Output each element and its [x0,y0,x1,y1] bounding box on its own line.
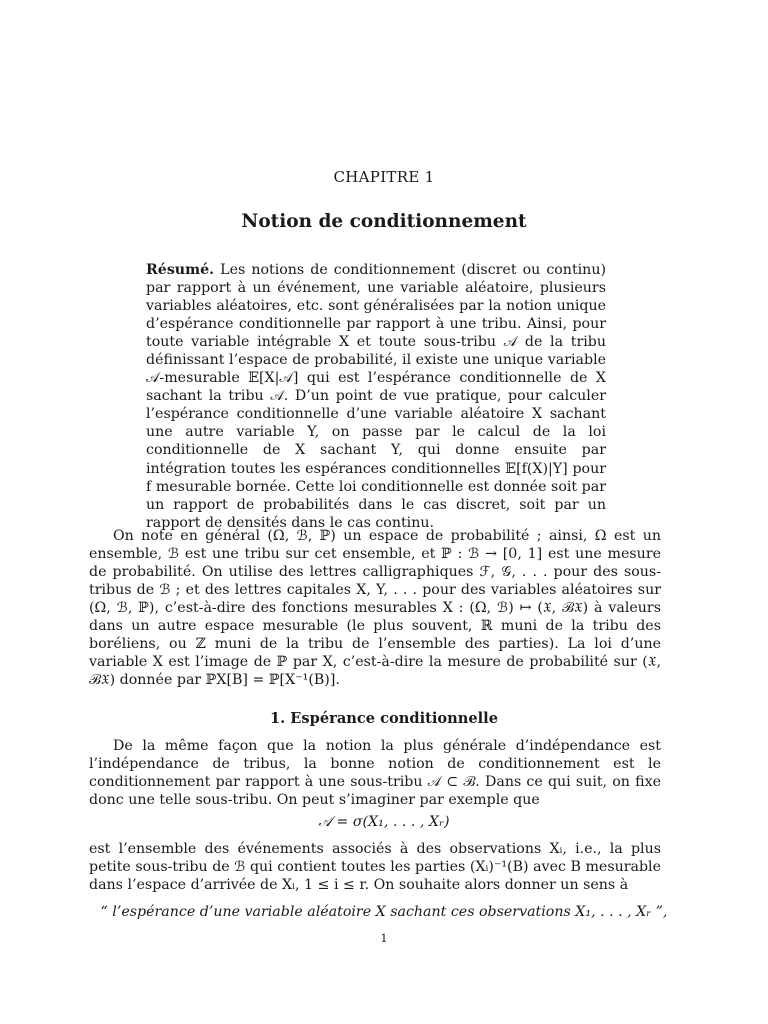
display-equation: 𝒜 = σ(X₁, . . . , Xᵣ) [318,814,450,830]
abstract-text: Les notions de conditionnement (discret ou continu) par rapport à un événement, une variable aléatoire, plusieurs variables aléatoires, etc. sont généralisées par la notion unique d’espérance conditionnelle par rapport à une tribu. Ainsi, pour toute variable intégrable X et toute sous-tribu 𝒜 de la tribu définissant l’espace de probabilité, il existe une unique variable 𝒜-mesurable 𝔼[X|𝒜] qui est l’espérance conditionnelle de X sachant la tribu 𝒜. D’un point de vue pratique, pour calculer l’espérance conditionnelle d’une variable aléatoire X sachant une autre variable Y, on passe par le calcul de la loi conditionnelle de X sachant Y, qui donne ensuite par intégration toutes les espérances conditionnelles 𝔼[f(X)|Y] pour f mesurable bornée. Cette loi conditionnelle est donnée soit par un rapport de probabilités dans le cas discret, soit par un rapport de densités dans le cas continu. [146,262,606,531]
chapter-title: Notion de conditionnement [241,211,527,232]
section-paragraph: De la même façon que la notion la plus générale d’indépendance est l’indépendance de tribus, la bonne notion de conditionnement est le conditionnement par rapport à une sous-tribu 𝒜 ⊂ ℬ. Dans ce qui suit, on fixe donc une telle sous-tribu. On peut s’imaginer par exemple que [89,738,661,809]
page-number: 1 [380,932,388,945]
intro-paragraph: On note en général (Ω, ℬ, ℙ) un espace de probabilité ; ainsi, Ω est un ensemble, ℬ est une tribu sur cet ensemble, et ℙ : ℬ → [0, 1] est une mesure de probabilité. On utilise des lettres calligraphiques ℱ, 𝒢, . . . pour des sous-tribus de ℬ ; et des lettres capitales X, Y, . . . pour des variables aléatoires sur (Ω, ℬ, ℙ), c’est-à-dire des fonctions mesurables X : (Ω, ℬ) ↦ (𝔛, ℬ𝔛) à valeurs dans un autre espace mesurable (le plus souvent, ℝ muni de la tribu des boréliens, ou ℤ muni de la tribu de l’ensemble des parties). La loi d’une variable X est l’image de ℙ par X, c’est-à-dire la mesure de probabilité sur (𝔛, ℬ𝔛) donnée par ℙX[B] = ℙ[X⁻¹(B)]. [89,528,661,689]
abstract [146,261,606,532]
quoted-phrase: “ l’espérance d’une variable aléatoire X sachant ces observations X₁, . . . , Xᵣ ”, [100,904,668,920]
chapter-label: CHAPITRE 1 [333,168,435,186]
abstract-lead: Résumé. [146,262,215,278]
section-paragraph-2: est l’ensemble des événements associés à des observations Xᵢ, i.e., la plus petite sous-tribu de ℬ qui contient toutes les parties (Xᵢ)⁻¹(B) avec B mesurable dans l’espace d’arrivée de Xᵢ, 1 ≤ i ≤ r. On souhaite alors donner un sens à [89,841,661,894]
section-title: 1. Espérance conditionnelle [269,710,499,727]
